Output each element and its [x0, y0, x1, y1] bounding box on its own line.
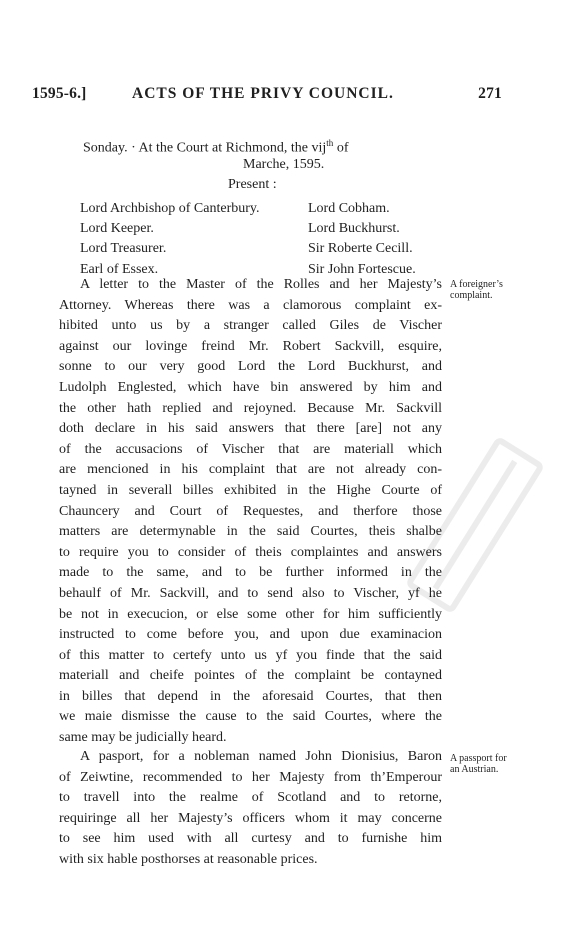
entry-line: in billes that depend in the aforesaid Courtes, that then	[59, 688, 442, 704]
entry-line: sonne to our very good Lord the Lord Buckhurst, and	[59, 359, 442, 375]
entry-line: Attorney. Whereas there was a clamorous complaint ex-	[59, 297, 442, 313]
entry-line: requiringe all her Majesty’s officers whom it may concerne	[59, 810, 442, 826]
running-head-title: ACTS OF THE PRIVY COUNCIL.	[132, 85, 394, 102]
attendee: Lord Treasurer.	[80, 241, 167, 257]
entry-line: are mencioned in his complaint that are not already con-	[59, 462, 442, 478]
present-label: Present :	[228, 177, 277, 192]
attendees-right-column	[308, 199, 416, 280]
meeting-heading-end: of	[333, 140, 349, 156]
entry-line: behaulf of Mr. Sackvill, and to send also to Vischer, yf he	[59, 585, 442, 601]
entry-line: instructed to come before you, and upon due examinacion	[59, 627, 442, 643]
meeting-heading-line1	[83, 138, 348, 157]
entry-line: of the accusacions of Vischer that are materiall which	[59, 441, 442, 457]
entry-line: matters are determynable in the said Courtes, theis shalbe	[59, 524, 442, 540]
page-number: 271	[478, 85, 502, 102]
running-head	[32, 85, 502, 111]
attendees-left-column	[80, 199, 260, 280]
entry-line: to require you to consider of theis complaintes and answers	[59, 544, 442, 560]
entry-line: we maie dismisse the cause to the said Courtes, where the	[59, 709, 442, 725]
marginal-note-line: A foreigner’s	[450, 279, 503, 290]
meeting-heading-text: Sonday. · At the Court at Richmond, the vij	[83, 140, 327, 156]
entry-line: doth declare in his said answers that there [are] not any	[59, 421, 442, 437]
entry-pasport-john-dionisius	[59, 747, 442, 871]
attendee: Earl of Essex.	[80, 261, 159, 277]
entry-line: made to the same, and to be further informed in the	[59, 565, 442, 581]
marginal-note-foreigners-complaint	[450, 279, 503, 301]
entry-line: hibited unto us by a stranger called Giles de Vischer	[59, 318, 442, 334]
meeting-heading-line2: Marche, 1595.	[243, 157, 325, 172]
entry-line: same may be judicially heard.	[59, 730, 227, 746]
attendee: Sir John Fortescue.	[308, 261, 416, 277]
attendee: Lord Keeper.	[80, 221, 154, 237]
entry-line: with six hable posthorses at reasonable prices.	[59, 851, 318, 867]
entry-line: tayned in severall billes exhibited in the Highe Courte of	[59, 482, 442, 498]
entry-line: of Zeiwtine, recommended to her Majesty from th’Emperour	[59, 769, 442, 785]
marginal-note-passport	[450, 753, 507, 775]
running-head-date: 1595-6.]	[32, 85, 87, 102]
entry-letter-to-master-of-rolles	[59, 275, 442, 749]
entry-line: to travell into the realme of Scotland and to retorne,	[59, 790, 442, 806]
entry-line: be not in execucion, or else some other for him sufficiently	[59, 606, 442, 622]
marginal-note-line: an Austrian.	[450, 764, 499, 775]
attendee: Lord Archbishop of Canterbury.	[80, 201, 260, 216]
marginal-note-line: complaint.	[450, 290, 493, 301]
entry-line: against our lovinge freind Mr. Robert Sackvill, esquire,	[59, 338, 442, 354]
attendee: Sir Roberte Cecill.	[308, 241, 413, 257]
marginal-note-line: A passport for	[450, 753, 507, 764]
attendee: Lord Buckhurst.	[308, 221, 400, 237]
entry-line: A pasport, for a nobleman named John Dionisius, Baron	[80, 749, 442, 764]
entry-line: of this matter to certefy unto us yf you finde that the said	[59, 647, 442, 663]
attendee: Lord Cobham.	[308, 201, 390, 216]
entry-line: A letter to the Master of the Rolles and her Majesty’s	[80, 277, 442, 292]
meeting-heading-superscript: th	[326, 138, 334, 148]
entry-line: to see him used with all curtesy and to furnishe him	[59, 831, 442, 847]
entry-line: the other hath replied and rejoyned. Because Mr. Sackvill	[59, 400, 442, 416]
entry-line: Chauncery and Court of Requestes, and therfore those	[59, 503, 442, 519]
entry-line: Ludolph Englested, which have bin answered by him and	[59, 379, 442, 395]
entry-line: materiall and cheife pointes of the complaint be contayned	[59, 668, 442, 684]
